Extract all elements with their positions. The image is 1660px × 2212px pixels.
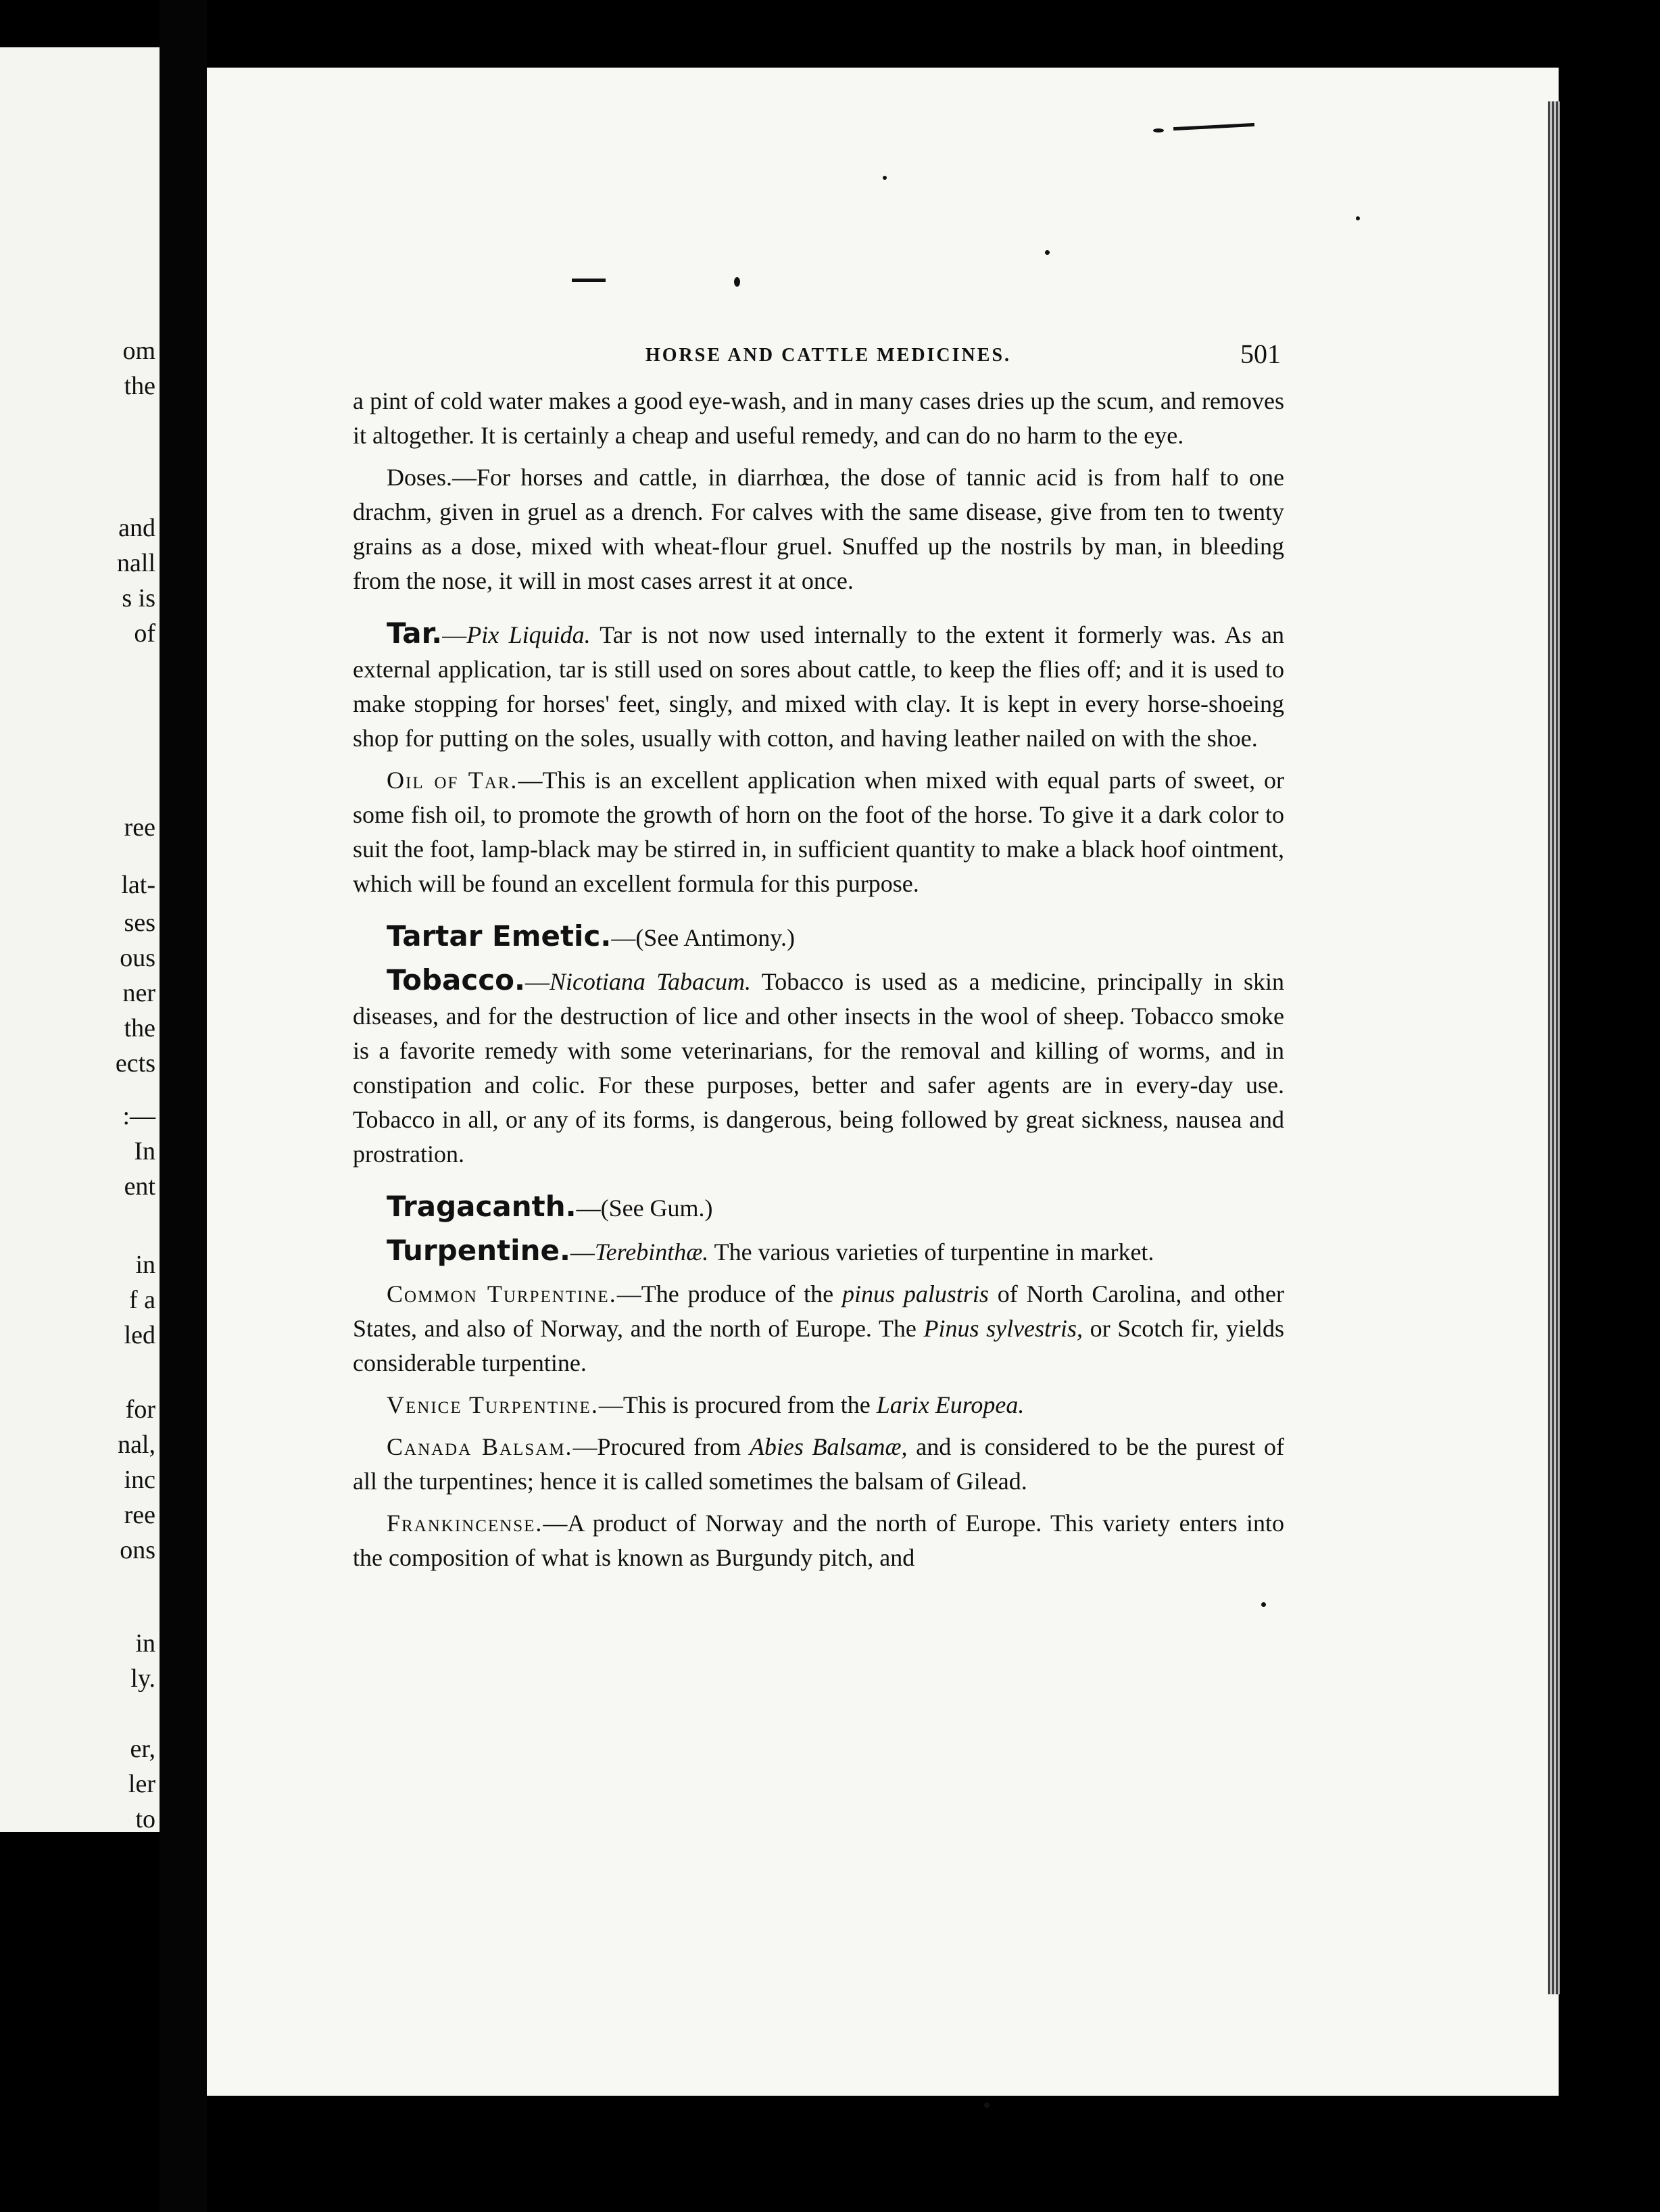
entry-heading-tartar-emetic: Tartar Emetic.	[387, 919, 612, 953]
left-page-text-fragment: in	[135, 1629, 155, 1658]
entry-tragacanth	[353, 1189, 1284, 1226]
left-page-text-fragment: In	[134, 1137, 155, 1165]
body-text	[353, 384, 1284, 1583]
latin-name: Pix Liquida.	[466, 621, 591, 648]
subheading-frankincense: Frankincense.	[387, 1510, 543, 1537]
left-page-text-fragment: nall	[117, 549, 155, 577]
left-page-text-fragment: ler	[128, 1770, 155, 1798]
left-page-text-fragment: f a	[128, 1286, 155, 1314]
book-gutter	[160, 0, 207, 2212]
entry-body-canada-balsam: —Procured from	[572, 1433, 750, 1460]
paragraph-eye-wash: a pint of cold water makes a good eye-wash, and in many cases dries up the scum, and removes it altogether. It is certainly a cheap and useful remedy, and can do no harm to the eye.	[353, 387, 1284, 449]
left-page-text-fragment: ses	[124, 909, 155, 937]
entry-body-canada-balsam: and is considered to be the purest of all the turpentines; hence it is called sometimes the balsam of Gilead.	[353, 1433, 1285, 1495]
left-page-text-fragment: ons	[120, 1536, 155, 1564]
entry-heading-tobacco: Tobacco.	[387, 963, 525, 996]
left-page-text-fragment: er,	[130, 1735, 155, 1763]
left-page-text-fragment: ous	[120, 944, 155, 972]
page-number: 501	[1240, 339, 1281, 369]
entry-common-turpentine	[353, 1277, 1284, 1380]
entry-canada-balsam	[353, 1430, 1284, 1499]
left-page-text-fragment: lat-	[121, 871, 155, 899]
left-page-text-fragment: s is	[122, 584, 155, 612]
entry-frankincense	[353, 1506, 1284, 1575]
entry-body-turpentine: The various varieties of turpentine in market.	[708, 1239, 1154, 1266]
subheading-common-turpentine: Common Turpentine.	[387, 1280, 617, 1307]
entry-heading-tar: Tar.	[387, 617, 443, 650]
left-page-text-fragment: ent	[124, 1172, 155, 1201]
left-page-text-fragment: led	[124, 1321, 155, 1349]
entry-dash: —	[570, 1239, 595, 1266]
left-page-text-fragment: the	[124, 1014, 155, 1042]
latin-name: Abies Balsamæ,	[749, 1433, 908, 1460]
latin-name: pinus palustris	[841, 1280, 989, 1307]
subheading-canada-balsam: Canada Balsam.	[387, 1433, 573, 1460]
entry-dash: —	[524, 968, 550, 995]
left-page-text-fragment: ects	[115, 1049, 155, 1078]
left-page-text-fragment: and	[118, 514, 155, 542]
entry-body-frankincense: —A product of Norway and the north of Europe. This variety enters into the composition of what is known as Burgundy pitch, and	[353, 1510, 1284, 1571]
subheading-oil-of-tar: Oil of Tar.	[387, 767, 518, 794]
running-head: HORSE AND CATTLE MEDICINES.	[645, 345, 1012, 366]
latin-name: Terebinthæ.	[594, 1239, 709, 1266]
entry-body-tar: Tar is not now used internally to the extent it formerly was. As an external application, tar is still used on sores about cattle, to keep the flies off; and it is used to make stopping for horses' feet, singly, and mixed with clay. It is kept in every horse-shoeing shop for putting on the soles, usually with cotton, and having leather nailed on with the shoe.	[353, 621, 1284, 752]
left-page-text-fragment: om	[122, 337, 155, 365]
entry-body-common-turpentine: or Scotch fir, yields considerable turpentine.	[353, 1315, 1284, 1376]
entry-oil-of-tar	[353, 763, 1284, 901]
entry-tartar-emetic	[353, 919, 1284, 955]
entry-heading-tragacanth: Tragacanth.	[387, 1190, 577, 1223]
paragraph-doses: Doses.—For horses and cattle, in diarrhœa, the dose of tannic acid is from half to one drachm, given in gruel as a drench. For calves with the same disease, give from ten to twenty grains as a dose, mixed with wheat-flour gruel. Snuffed up the nostrils by man, in bleeding from the nose, it will in most cases arrest it at once.	[353, 464, 1284, 594]
entry-tar	[353, 616, 1284, 756]
entry-body-oil-of-tar: —This is an excellent application when mixed with equal parts of sweet, or some fish oil, to promote the growth of horn on the foot of the horse. To give it a dark color to suit the foot, lamp-black may be stirred in, in sufficient quantity to make a black hoof ointment, which will be found an excellent formula for this purpose.	[353, 767, 1285, 897]
left-page-text-fragment: of	[134, 619, 155, 648]
entry-body-tobacco: Tobacco is used as a medicine, principally in skin diseases, and for the destruction of lice and other insects in the wool of sheep. Tobacco smoke is a favorite remedy with some veterinarians, for the removal and killing of worms, and in constipation and colic. For these purposes, better and safer agents are in every-day use. Tobacco in all, or any of its forms, is dangerous, being followed by great sickness, nausea and prostration.	[353, 968, 1284, 1168]
left-page-text-fragment: for	[125, 1395, 155, 1424]
subheading-venice-turpentine: Venice Turpentine.	[387, 1391, 599, 1418]
left-page-text-fragment: to	[135, 1805, 155, 1832]
left-page-text-fragment: ly.	[130, 1664, 155, 1693]
latin-name: Larix Europea.	[876, 1391, 1025, 1418]
left-page-text-fragment: ree	[124, 1501, 155, 1529]
left-page-text-fragment: in	[135, 1251, 155, 1279]
left-page-text-fragment: nal,	[118, 1430, 155, 1459]
latin-name: Pinus sylvestris,	[923, 1315, 1083, 1342]
entry-venice-turpentine	[353, 1388, 1284, 1422]
entry-tobacco	[353, 963, 1284, 1172]
left-page-fragment	[0, 47, 160, 1832]
entry-body-venice-turpentine: —This is procured from the	[598, 1391, 877, 1418]
entry-turpentine	[353, 1233, 1284, 1270]
entry-body-tragacanth: —(See Gum.)	[576, 1195, 713, 1222]
left-page-text-fragment: ree	[124, 813, 155, 842]
left-page-text-fragment: inc	[124, 1466, 155, 1494]
entry-body-tartar-emetic: —(See Antimony.)	[611, 924, 795, 951]
entry-heading-turpentine: Turpentine.	[387, 1234, 570, 1267]
left-page-text-fragment: ner	[122, 979, 155, 1007]
left-page-text-fragment: :—	[122, 1102, 155, 1130]
latin-name: Nicotiana Tabacum.	[549, 968, 751, 995]
entry-body-common-turpentine: —The produce of the	[616, 1280, 842, 1307]
left-page-text-fragment: the	[124, 372, 155, 400]
page-edge	[1548, 101, 1560, 1994]
entry-dash: —	[442, 621, 467, 648]
entry-body-common-turpentine: of North Carolina, and other States, and also of Norway, and the north of Europe. The	[353, 1280, 1285, 1342]
